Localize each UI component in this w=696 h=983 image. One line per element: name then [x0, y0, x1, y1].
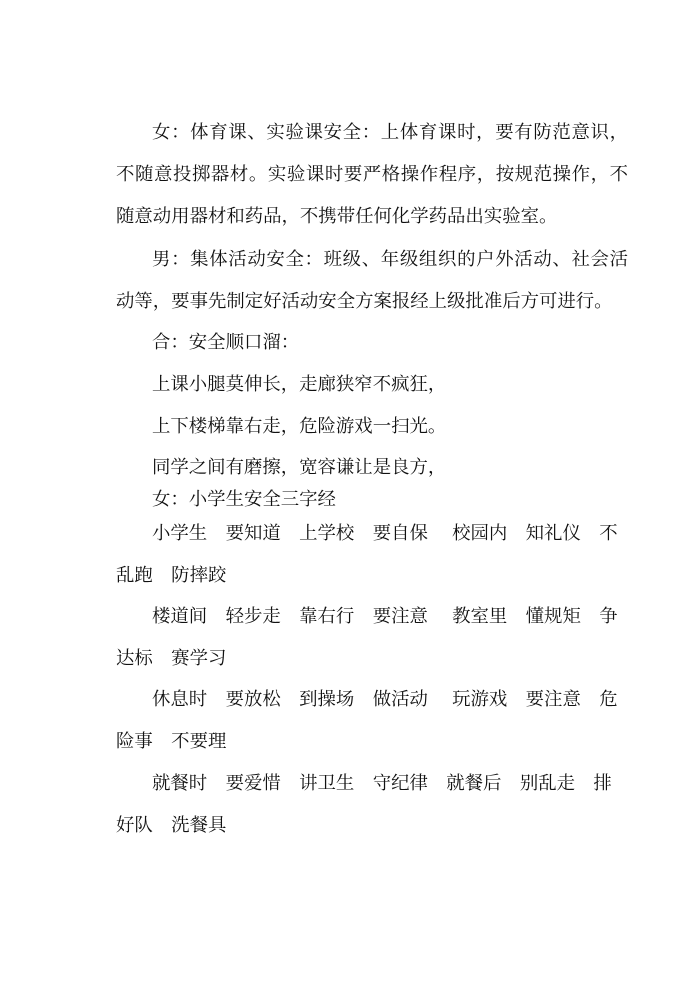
paragraph-line: 不随意投掷器材。实验课时要严格操作程序，按规范操作，不 [116, 164, 628, 185]
sanzijing-line: 乱跑 防摔跤 [116, 565, 227, 586]
paragraph-line: 随意动用器材和药品，不携带任何化学药品出实验室。 [116, 206, 558, 227]
sanzijing-line: 小学生 要知道 上学校 要自保 校园内 知礼仪 不 [152, 523, 618, 544]
sanzijing-line: 就餐时 要爱惜 讲卫生 守纪律 就餐后 别乱走 排 [152, 773, 612, 794]
sanzijing-line: 好队 洗餐具 [116, 815, 227, 836]
section-heading: 女：小学生安全三字经 [152, 489, 336, 510]
paragraph-line: 上下楼梯靠右走，危险游戏一扫光。 [152, 416, 447, 437]
sanzijing-line: 达标 赛学习 [116, 648, 227, 669]
paragraph-line: 同学之间有磨擦，宽容谦让是良方， [152, 457, 447, 478]
sanzijing-line: 休息时 要放松 到操场 做活动 玩游戏 要注意 危 [152, 689, 618, 710]
paragraph-line: 动等，要事先制定好活动安全方案报经上级批准后方可进行。 [116, 291, 613, 312]
paragraph-line: 上课小腿莫伸长，走廊狭窄不疯狂， [152, 374, 447, 395]
sanzijing-line: 楼道间 轻步走 靠右行 要注意 教室里 懂规矩 争 [152, 606, 618, 627]
paragraph-line: 男：集体活动安全：班级、年级组织的户外活动、社会活 [152, 249, 628, 270]
paragraph-line: 合：安全顺口溜： [152, 332, 300, 353]
paragraph-line: 女：体育课、实验课安全：上体育课时，要有防范意识， [152, 122, 628, 143]
sanzijing-line: 险事 不要理 [116, 731, 227, 752]
